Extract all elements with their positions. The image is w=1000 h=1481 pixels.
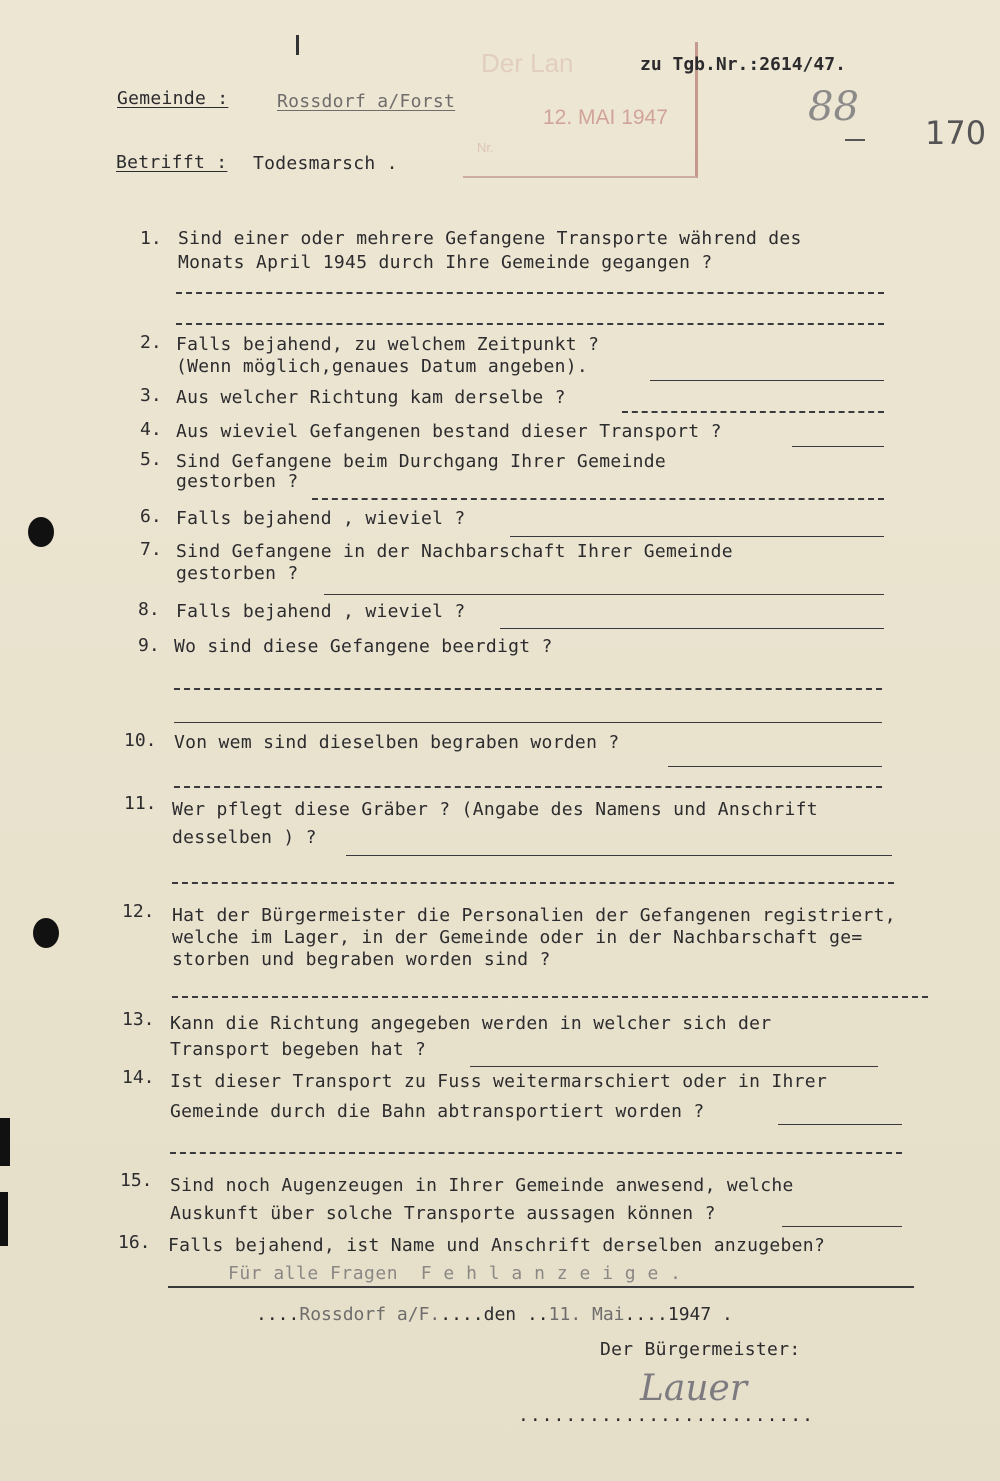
folio-number: 170 <box>925 114 987 152</box>
answer-line <box>174 722 882 723</box>
question-text: Falls bejahend, ist Name und Anschrift derselben anzugeben? <box>168 1235 826 1256</box>
handwritten-signature: Lauer <box>640 1368 748 1409</box>
question-text: Monats April 1945 durch Ihre Gemeinde gegangen ? <box>178 252 713 273</box>
date-den: den <box>483 1304 517 1325</box>
question-text: Ist dieser Transport zu Fuss weitermarschiert oder in Ihrer <box>170 1071 828 1092</box>
question-number: 9. <box>138 635 160 656</box>
answer-line <box>172 996 928 998</box>
answer-line <box>650 380 884 381</box>
question-text: Hat der Bürgermeister die Personalien der Gefangenen registriert, <box>172 905 896 926</box>
question-text: Sind einer oder mehrere Gefangene Transporte während des <box>178 228 802 249</box>
question-text: Gemeinde durch die Bahn abtransportiert worden ? <box>170 1101 705 1122</box>
question-number: 13. <box>122 1009 155 1030</box>
question-number: 6. <box>140 506 162 527</box>
answer-line <box>174 688 882 690</box>
top-tick-mark <box>296 35 299 55</box>
question-text: Falls bejahend, zu welchem Zeitpunkt ? <box>176 334 600 355</box>
question-text: Kann die Richtung angegeben werden in welcher sich der <box>170 1013 772 1034</box>
question-text: gestorben ? <box>176 471 299 492</box>
stamp-date: 12. MAI 1947 <box>543 106 668 129</box>
answer-line <box>510 536 884 537</box>
question-text: Auskunft über solche Transporte aussagen können ? <box>170 1203 716 1224</box>
answer-line <box>324 594 884 595</box>
stamp-title: Der Lan <box>481 48 574 78</box>
question-text: Von wem sind dieselben begraben worden ? <box>174 732 620 753</box>
question-text: Falls bejahend , wieviel ? <box>176 508 466 529</box>
question-text: (Wenn möglich,genaues Datum angeben). <box>176 356 589 377</box>
place-value: Rossdorf a/F. <box>299 1304 441 1325</box>
answer-line <box>176 292 884 294</box>
answer-line <box>782 1226 902 1227</box>
answer-text: Für alle Fragen F e h l a n z e i g e . <box>228 1263 682 1284</box>
gemeinde-value: Rossdorf a/Forst <box>277 91 456 112</box>
question-number: 15. <box>120 1170 153 1191</box>
question-number: 2. <box>140 332 162 353</box>
betrifft-label: Betrifft : <box>116 152 228 173</box>
question-number: 1. <box>140 228 162 249</box>
question-text: Aus wieviel Gefangenen bestand dieser Transport ? <box>176 421 722 442</box>
folio-dash <box>845 139 865 141</box>
answer-line <box>174 786 882 788</box>
date-year: 1947 <box>667 1304 712 1325</box>
question-number: 5. <box>140 449 162 470</box>
question-number: 14. <box>122 1067 155 1088</box>
question-text: Sind Gefangene in der Nachbarschaft Ihrer Gemeinde <box>176 541 733 562</box>
question-text: storben und begraben worden sind ? <box>172 949 551 970</box>
betrifft-value: Todesmarsch . <box>253 153 398 174</box>
date-line: ....Rossdorf a/F.....den ..11. Mai....1947 . <box>256 1304 733 1325</box>
signature-dotted-line: ......................... <box>518 1405 814 1426</box>
answer-line <box>778 1124 902 1125</box>
question-number: 8. <box>138 599 160 620</box>
handwritten-page-number: 88 <box>808 84 859 130</box>
question-text: desselben ) ? <box>172 827 317 848</box>
signature-title: Der Bürgermeister: <box>600 1339 801 1360</box>
question-text: welche im Lager, in der Gemeinde oder in der Nachbarschaft ge= <box>172 927 863 948</box>
stamp-nr: Nr. <box>477 140 494 155</box>
answer-line <box>168 1286 914 1288</box>
question-text: Wer pflegt diese Gräber ? (Angabe des Namens und Anschrift <box>172 799 818 820</box>
question-text: Transport begeben hat ? <box>170 1039 427 1060</box>
answer-line <box>170 1152 902 1154</box>
gemeinde-label: Gemeinde : <box>117 88 229 109</box>
date-day-month: 11. Mai <box>548 1304 625 1325</box>
question-number: 10. <box>124 730 157 751</box>
question-text: gestorben ? <box>176 563 299 584</box>
answer-line <box>312 498 884 500</box>
question-number: 16. <box>118 1232 151 1253</box>
answer-line <box>792 446 884 447</box>
question-number: 7. <box>140 539 162 560</box>
question-number: 3. <box>140 385 162 406</box>
question-text: Sind Gefangene beim Durchgang Ihrer Gemeinde <box>176 451 667 472</box>
reference-number: zu Tgb.Nr.:2614/47. <box>640 54 846 75</box>
edge-mark-lower <box>0 1192 8 1246</box>
edge-mark-upper <box>0 1118 10 1166</box>
answer-line <box>470 1066 878 1067</box>
question-number: 12. <box>122 901 155 922</box>
question-text: Wo sind diese Gefangene beerdigt ? <box>174 636 553 657</box>
answer-line <box>622 411 884 413</box>
question-text: Sind noch Augenzeugen in Ihrer Gemeinde anwesend, welche <box>170 1175 794 1196</box>
question-number: 11. <box>124 793 157 814</box>
answer-line <box>500 628 884 629</box>
answer-line <box>668 766 882 767</box>
question-number: 4. <box>140 419 162 440</box>
answer-line <box>346 855 892 856</box>
answer-line <box>172 882 894 884</box>
question-text: Falls bejahend , wieviel ? <box>176 601 466 622</box>
punch-hole-lower <box>33 918 59 948</box>
question-text: Aus welcher Richtung kam derselbe ? <box>176 387 566 408</box>
answer-line <box>176 323 884 325</box>
punch-hole-upper <box>28 517 54 547</box>
